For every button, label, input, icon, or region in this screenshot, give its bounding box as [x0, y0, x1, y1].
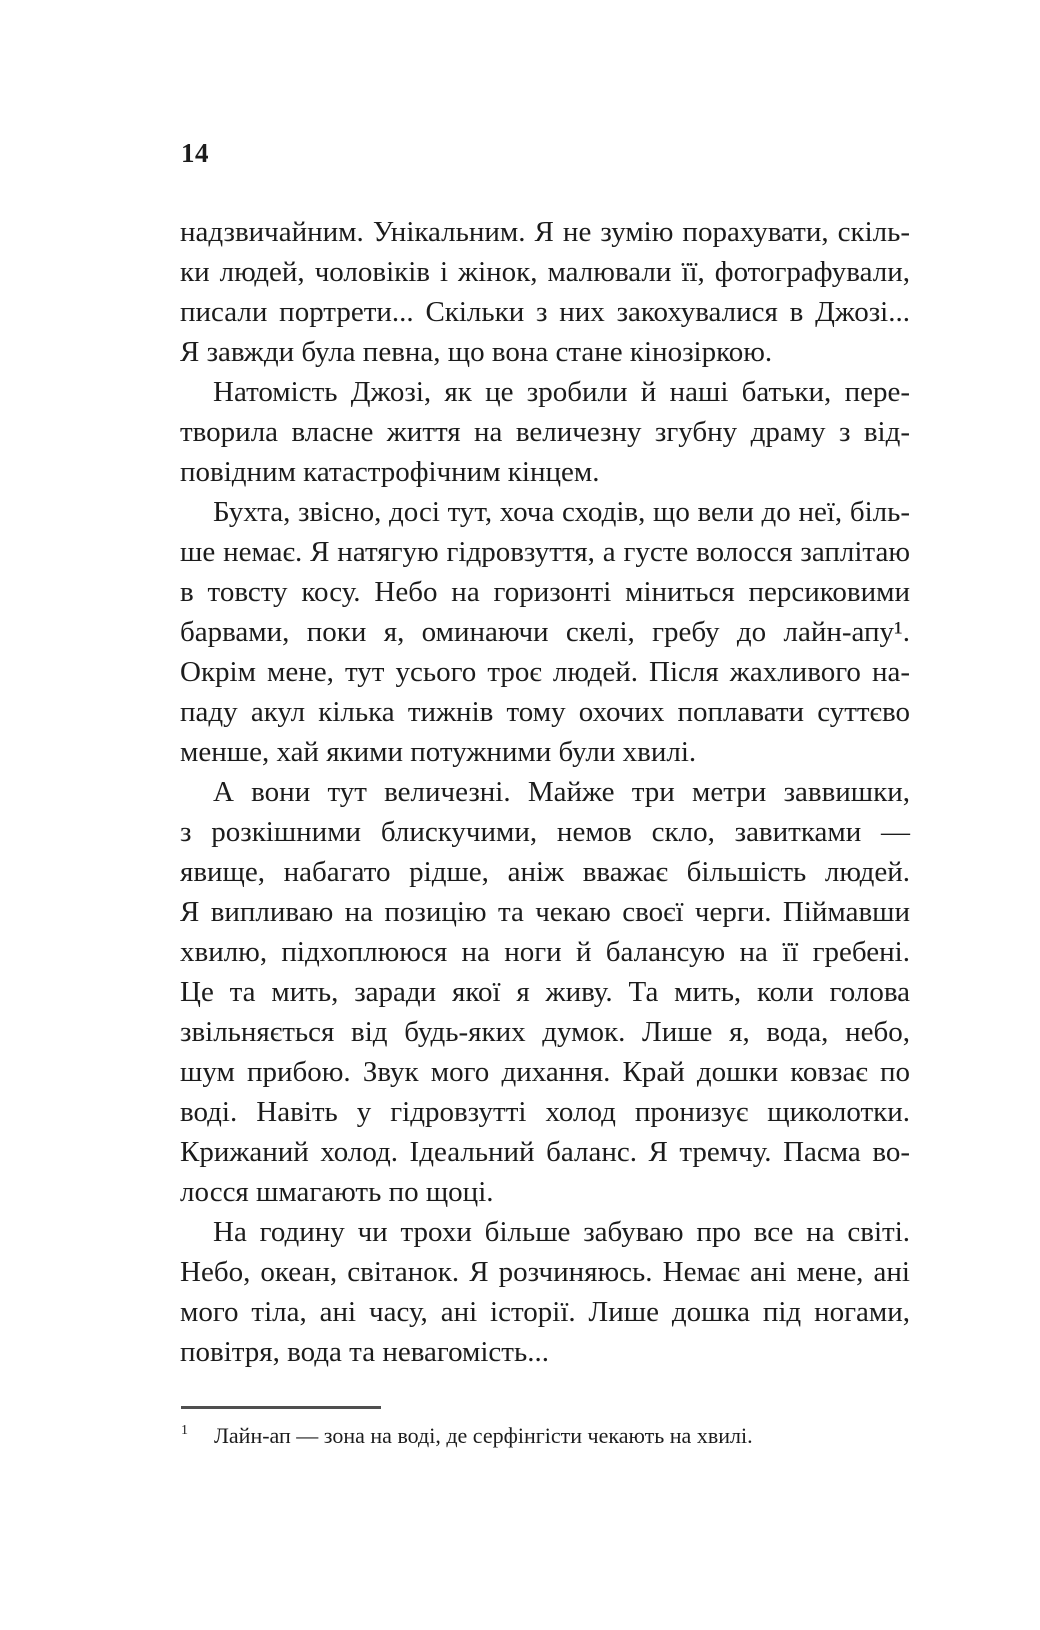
text-line: писали портрети... Скільки з них закохувалися в Джозі...: [180, 296, 910, 328]
text-line: надзвичайним. Унікальним. Я не зумію порахувати, скіль-: [180, 216, 910, 248]
text-line: явище, набагато рідше, аніж вважає більшість людей.: [180, 856, 910, 888]
paragraph: [180, 372, 910, 492]
text-line: творила власне життя на величезну згубну драму з від-: [180, 416, 910, 448]
text-line: ше немає. Я натягую гідровзуття, а густе волосся заплітаю: [180, 536, 910, 568]
text-line: паду акул кілька тижнів тому охочих поплавати суттєво: [180, 696, 910, 728]
text-line: з розкішними блискучими, немов скло, завитками —: [180, 816, 910, 848]
text-line: звільняється від будь-яких думок. Лише я, вода, небо,: [180, 1016, 910, 1048]
text-line: мого тіла, ані часу, ані історії. Лише дошка під ногами,: [180, 1296, 910, 1328]
text-line: хвилю, підхоплююся на ноги й балансую на її гребені.: [180, 936, 910, 968]
text-line: Небо, океан, світанок. Я розчиняюсь. Немає ані мене, ані: [180, 1256, 910, 1288]
paragraph: [180, 1212, 910, 1372]
paragraph: [180, 212, 910, 372]
footnote-text: Лайн-ап — зона на воді, де серфінгісти чекають на хвилі.: [214, 1423, 753, 1448]
text-line: А вони тут величезні. Майже три метри заввишки,: [213, 776, 910, 808]
page-number: 14: [181, 138, 209, 168]
text-line: Бухта, звісно, досі тут, хоча сходів, що вели до неї, біль-: [213, 496, 910, 528]
text-line: лосся шмагають по щоці.: [180, 1176, 494, 1208]
text-line: Натомість Джозі, як це зробили й наші батьки, пере-: [213, 376, 910, 408]
text-line: ки людей, чоловіків і жінок, малювали її, фотографували,: [180, 256, 910, 288]
paragraph: [180, 772, 910, 1212]
text-line: барвами, поки я, оминаючи скелі, гребу до лайн-апу¹.: [180, 616, 910, 648]
paragraph: [180, 492, 910, 772]
footnote-marker: 1: [181, 1423, 188, 1438]
text-line: повітря, вода та невагомість...: [180, 1336, 549, 1368]
text-line: в товсту косу. Небо на горизонті міниться персиковими: [180, 576, 910, 608]
text-line: Я завжди була певна, що вона стане кінозіркою.: [180, 336, 773, 368]
text-line: Крижаний холод. Ідеальний баланс. Я тремчу. Пасма во-: [180, 1136, 910, 1168]
footnote-divider: [181, 1406, 381, 1409]
text-line: Окрім мене, тут усього троє людей. Після жахливого на-: [180, 656, 910, 688]
body-text: [180, 212, 910, 1372]
footnote: [181, 1416, 911, 1451]
text-line: менше, хай якими потужними були хвилі.: [180, 736, 697, 768]
text-line: Це та мить, заради якої я живу. Та мить, коли голова: [180, 976, 910, 1008]
text-line: повідним катастрофічним кінцем.: [180, 456, 600, 488]
text-line: Я випливаю на позицію та чекаю своєї черги. Піймавши: [180, 896, 910, 928]
text-line: шум прибою. Звук мого дихання. Край дошки ковзає по: [180, 1056, 910, 1088]
text-line: воді. Навіть у гідровзутті холод пронизує щиколотки.: [180, 1096, 910, 1128]
text-line: На годину чи трохи більше забуваю про все на світі.: [213, 1216, 910, 1248]
